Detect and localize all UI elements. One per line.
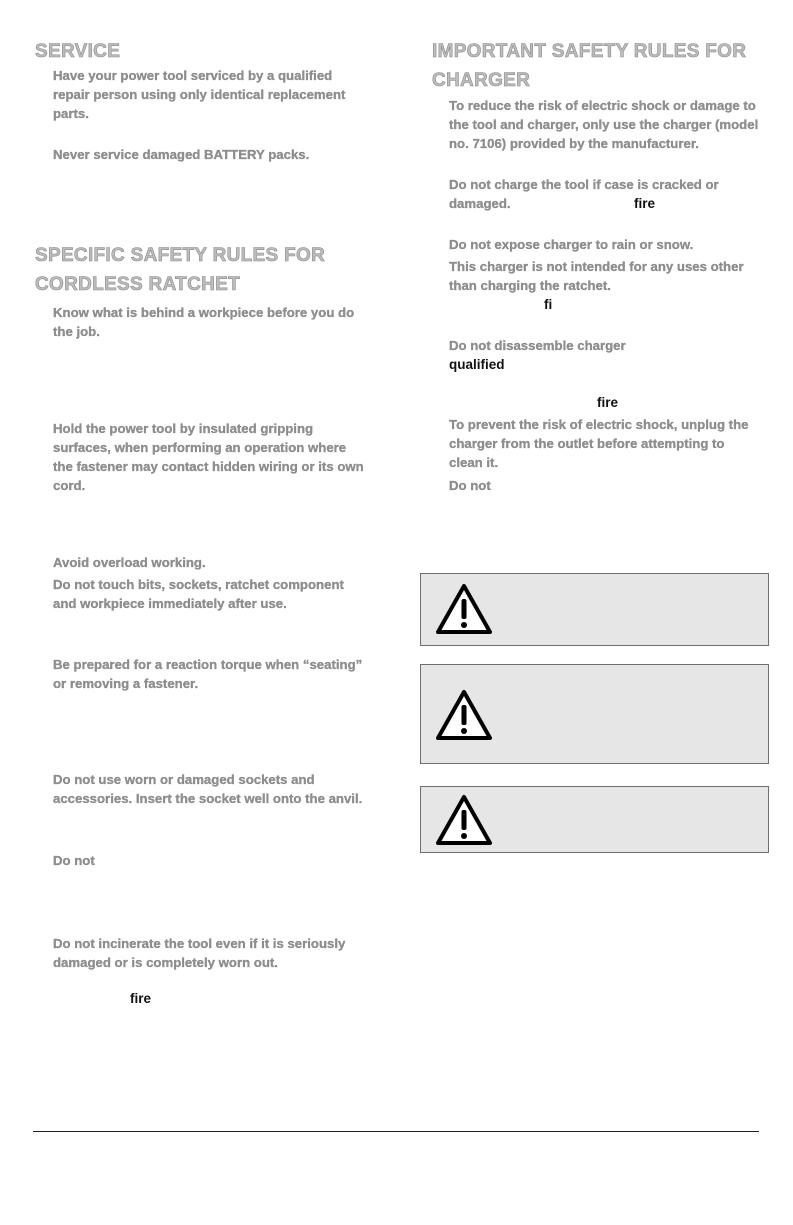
warning-box-1 — [420, 573, 769, 646]
charger-paragraph-7: Do not — [449, 478, 491, 493]
charger-heading-line-1: IMPORTANT SAFETY RULES FOR — [432, 41, 747, 62]
specific-paragraph-4: Do not touch bits, sockets, ratchet component and workpiece immediately after use. — [53, 577, 344, 611]
warning-box-3 — [420, 786, 769, 853]
service-heading: SERVICE — [35, 41, 121, 62]
charger-fire-fragment-1: fire — [634, 196, 656, 211]
charger-fi-fragment: fi — [544, 297, 553, 312]
section-service — [35, 37, 365, 66]
specific-paragraph-7: Do not — [53, 853, 95, 868]
warning-triangle-icon — [435, 689, 493, 746]
service-paragraph-1: Have your power tool serviced by a qualified repair person using only identical replacement parts. — [53, 68, 346, 121]
charger-fire-fragment-2: fire — [597, 395, 619, 410]
charger-paragraph-5: Do not disassemble charger — [449, 338, 626, 353]
specific-fire-fragment: fire — [130, 991, 152, 1006]
footer-divider — [33, 1131, 759, 1132]
charger-paragraph-3: Do not expose charger to rain or snow. — [449, 237, 694, 252]
charger-paragraph-2b: damaged. — [449, 196, 511, 211]
charger-heading-line-2: CHARGER — [432, 70, 531, 91]
charger-paragraph-1: To reduce the risk of electric shock or damage to the tool and charger, only use the charger (model no. 7106) provided by the manufacturer. — [449, 98, 759, 151]
specific-paragraph-8: Do not incinerate the tool even if it is seriously damaged or is completely worn out. — [53, 936, 346, 970]
specific-paragraph-5: Be prepared for a reaction torque when “seating” or removing a fastener. — [53, 657, 363, 691]
specific-paragraph-1: Know what is behind a workpiece before you do the job. — [53, 305, 355, 339]
warning-triangle-icon — [435, 794, 493, 851]
specific-paragraph-6: Do not use worn or damaged sockets and accessories. Insert the socket well onto the anvil. — [53, 772, 363, 806]
service-paragraph-2: Never service damaged BATTERY packs. — [53, 147, 310, 162]
warning-box-2 — [420, 664, 769, 764]
specific-heading-line-1: SPECIFIC SAFETY RULES FOR — [35, 245, 326, 266]
charger-paragraph-4: This charger is not intended for any uses other than charging the ratchet. — [449, 259, 744, 293]
warning-triangle-icon — [435, 583, 493, 640]
specific-paragraph-3: Avoid overload working. — [53, 555, 206, 570]
section-specific-rules — [35, 241, 365, 299]
specific-heading-line-2: CORDLESS RATCHET — [35, 274, 241, 295]
charger-qualified-fragment: qualified — [449, 357, 505, 372]
charger-paragraph-2a: Do not charge the tool if case is cracked or — [449, 177, 719, 192]
charger-paragraph-6: To prevent the risk of electric shock, unplug the charger from the outlet before attempting to clean it. — [449, 417, 749, 470]
section-charger-rules — [432, 37, 772, 95]
specific-paragraph-2: Hold the power tool by insulated gripping surfaces, when performing an operation where the fastener may contact hidden wiring or its own cord. — [53, 421, 364, 493]
